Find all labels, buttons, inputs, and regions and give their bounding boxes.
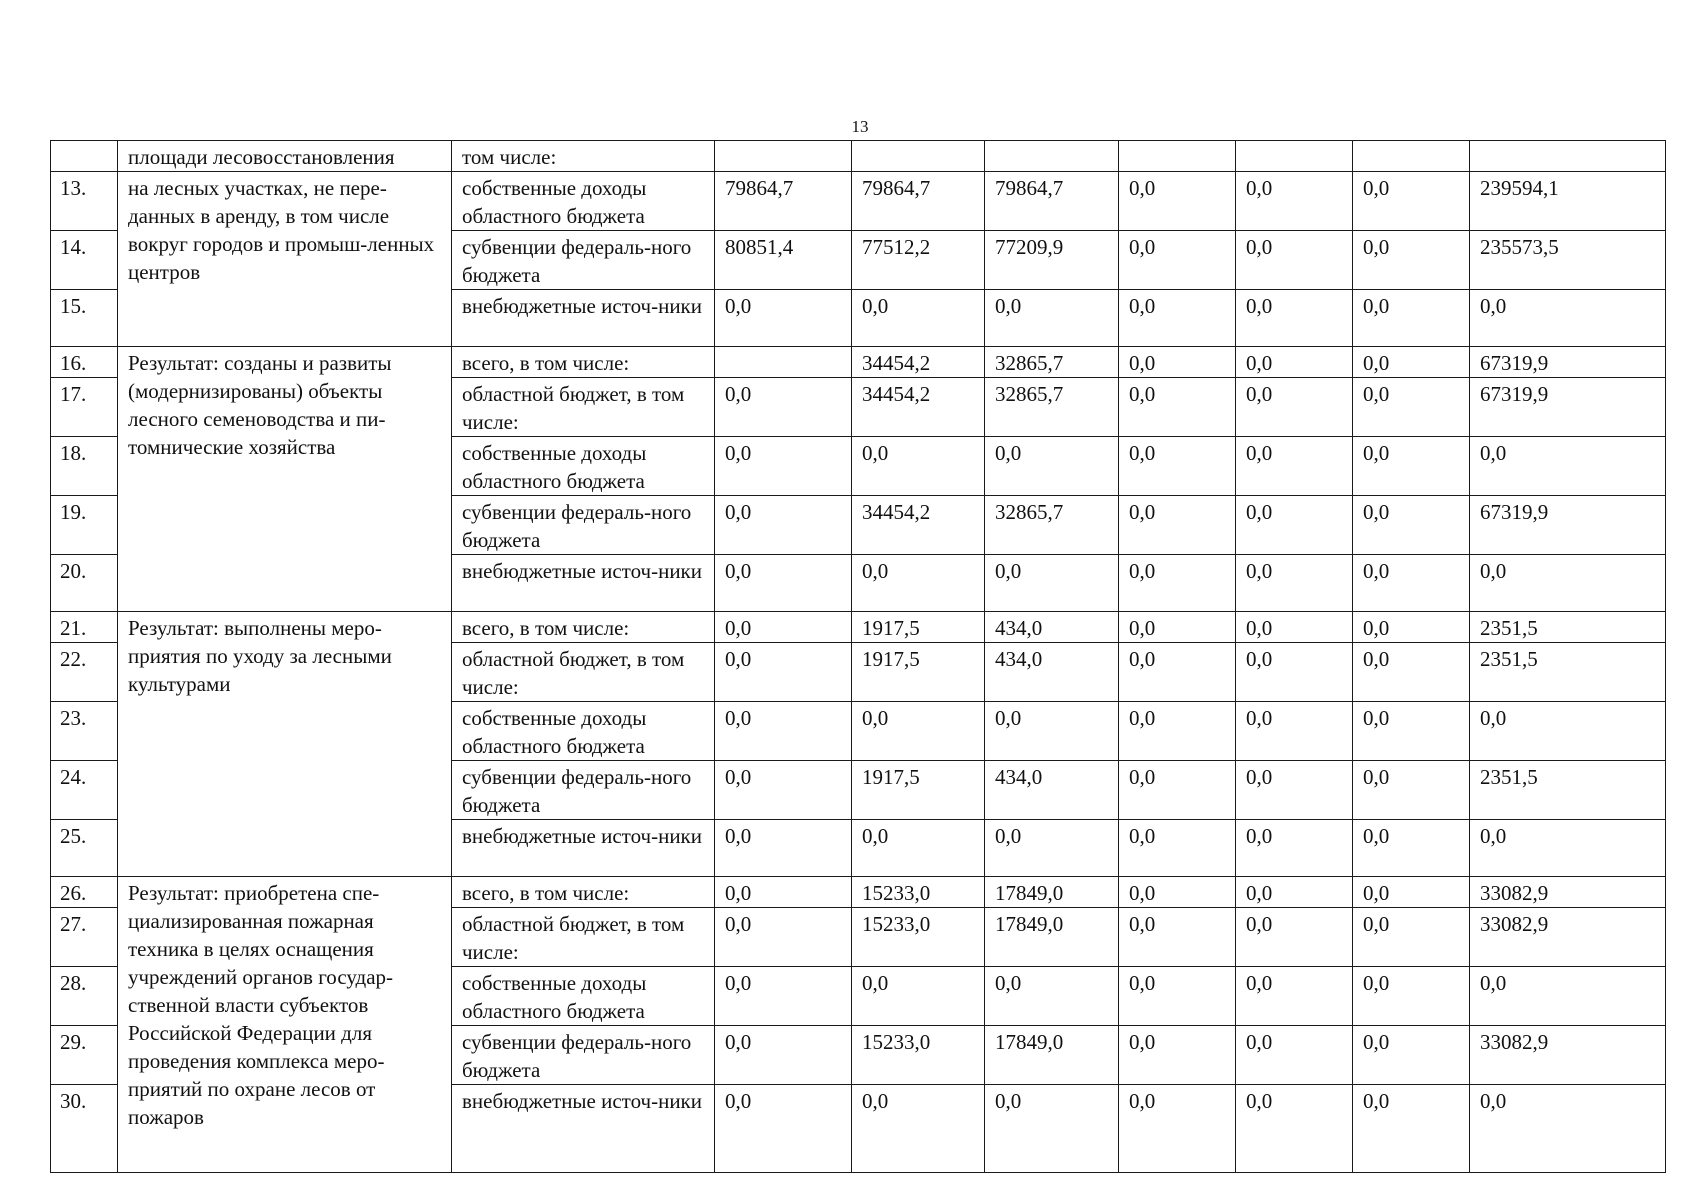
value-cell: 34454,2	[852, 378, 985, 437]
value-cell: 2351,5	[1470, 761, 1666, 820]
value-cell: 0,0	[1236, 820, 1353, 877]
value-cell: 0,0	[1236, 555, 1353, 612]
value-cell	[1119, 141, 1236, 172]
value-cell: 0,0	[852, 702, 985, 761]
value-cell: 34454,2	[852, 496, 985, 555]
funding-source: субвенции федераль-ного бюджета	[452, 231, 715, 290]
value-cell: 0,0	[985, 820, 1119, 877]
row-number: 24.	[51, 761, 118, 820]
value-cell: 0,0	[1236, 172, 1353, 231]
value-cell: 0,0	[852, 967, 985, 1026]
value-cell: 0,0	[1353, 820, 1470, 877]
value-cell: 0,0	[1236, 702, 1353, 761]
table-row	[51, 877, 1666, 908]
value-cell: 1917,5	[852, 612, 985, 643]
value-cell: 0,0	[1119, 1085, 1236, 1173]
value-cell: 0,0	[985, 437, 1119, 496]
value-cell: 434,0	[985, 761, 1119, 820]
value-cell: 0,0	[1353, 908, 1470, 967]
value-cell: 0,0	[1236, 290, 1353, 347]
value-cell: 0,0	[1353, 378, 1470, 437]
value-cell: 0,0	[1353, 877, 1470, 908]
value-cell: 0,0	[1236, 496, 1353, 555]
row-number: 15.	[51, 290, 118, 347]
value-cell: 32865,7	[985, 378, 1119, 437]
funding-source: субвенции федераль-ного бюджета	[452, 496, 715, 555]
value-cell: 0,0	[1236, 1085, 1353, 1173]
value-cell: 34454,2	[852, 347, 985, 378]
value-cell: 32865,7	[985, 347, 1119, 378]
value-cell: 0,0	[1119, 761, 1236, 820]
value-cell: 0,0	[1236, 1026, 1353, 1085]
value-cell: 67319,9	[1470, 347, 1666, 378]
value-cell: 15233,0	[852, 908, 985, 967]
row-number: 18.	[51, 437, 118, 496]
row-number-cell	[51, 141, 118, 172]
value-cell: 0,0	[1119, 820, 1236, 877]
value-cell: 235573,5	[1470, 231, 1666, 290]
value-cell: 0,0	[1119, 1026, 1236, 1085]
value-cell: 0,0	[1119, 702, 1236, 761]
value-cell: 0,0	[715, 820, 852, 877]
value-cell: 0,0	[1236, 437, 1353, 496]
value-cell: 0,0	[1119, 347, 1236, 378]
row-number: 22.	[51, 643, 118, 702]
value-cell: 77512,2	[852, 231, 985, 290]
value-cell: 0,0	[852, 437, 985, 496]
page-number: 13	[851, 117, 869, 136]
value-cell	[1353, 141, 1470, 172]
value-cell: 0,0	[715, 496, 852, 555]
value-cell: 0,0	[715, 1085, 852, 1173]
table-row	[51, 172, 1666, 231]
value-cell: 0,0	[1353, 231, 1470, 290]
value-cell: 0,0	[715, 378, 852, 437]
value-cell: 0,0	[1470, 437, 1666, 496]
value-cell: 0,0	[1353, 290, 1470, 347]
funding-source: субвенции федераль-ного бюджета	[452, 761, 715, 820]
value-cell	[715, 347, 852, 378]
value-cell: 77209,9	[985, 231, 1119, 290]
value-cell: 0,0	[1353, 496, 1470, 555]
funding-source: том числе:	[452, 141, 715, 172]
value-cell: 0,0	[1353, 1026, 1470, 1085]
value-cell: 17849,0	[985, 908, 1119, 967]
value-cell: 33082,9	[1470, 877, 1666, 908]
row-number: 30.	[51, 1085, 118, 1173]
value-cell: 0,0	[1353, 347, 1470, 378]
row-number: 27.	[51, 908, 118, 967]
value-cell: 0,0	[1119, 172, 1236, 231]
value-cell: 17849,0	[985, 1026, 1119, 1085]
row-number: 14.	[51, 231, 118, 290]
value-cell: 2351,5	[1470, 643, 1666, 702]
value-cell: 0,0	[1119, 877, 1236, 908]
row-number: 17.	[51, 378, 118, 437]
value-cell: 0,0	[1353, 437, 1470, 496]
value-cell: 79864,7	[985, 172, 1119, 231]
row-number: 20.	[51, 555, 118, 612]
result-description: Результат: приобретена спе-циализированная пожарная техника в целях оснащения учреждений органов государ-ственной власти субъектов Российской Федерации для проведения комплекса меро-приятий по охране лесов от пожаров	[118, 877, 452, 1173]
funding-source: собственные доходы областного бюджета	[452, 702, 715, 761]
value-cell: 0,0	[1119, 231, 1236, 290]
row-number: 25.	[51, 820, 118, 877]
value-cell: 0,0	[1353, 1085, 1470, 1173]
row-number: 16.	[51, 347, 118, 378]
funding-source: всего, в том числе:	[452, 612, 715, 643]
value-cell	[852, 141, 985, 172]
value-cell: 2351,5	[1470, 612, 1666, 643]
value-cell: 0,0	[1353, 555, 1470, 612]
row-number: 28.	[51, 967, 118, 1026]
value-cell: 0,0	[1119, 496, 1236, 555]
value-cell: 0,0	[1353, 702, 1470, 761]
value-cell: 0,0	[1236, 231, 1353, 290]
value-cell: 0,0	[1470, 1085, 1666, 1173]
result-description: на лесных участках, не пере-данных в аренду, в том числе вокруг городов и промыш-ленных центров	[118, 172, 452, 347]
value-cell: 33082,9	[1470, 908, 1666, 967]
funding-source: собственные доходы областного бюджета	[452, 172, 715, 231]
value-cell: 32865,7	[985, 496, 1119, 555]
value-cell: 0,0	[715, 967, 852, 1026]
value-cell: 434,0	[985, 643, 1119, 702]
value-cell: 0,0	[1119, 555, 1236, 612]
funding-source: внебюджетные источ-ники	[452, 1085, 715, 1173]
value-cell: 0,0	[1119, 290, 1236, 347]
table-row	[51, 612, 1666, 643]
funding-source: внебюджетные источ-ники	[452, 555, 715, 612]
value-cell: 0,0	[1119, 378, 1236, 437]
value-cell: 0,0	[715, 612, 852, 643]
row-number: 21.	[51, 612, 118, 643]
value-cell: 0,0	[715, 877, 852, 908]
value-cell: 67319,9	[1470, 496, 1666, 555]
value-cell: 0,0	[1470, 967, 1666, 1026]
value-cell: 1917,5	[852, 643, 985, 702]
table-row	[51, 347, 1666, 378]
value-cell: 0,0	[715, 643, 852, 702]
funding-source: собственные доходы областного бюджета	[452, 967, 715, 1026]
value-cell: 79864,7	[852, 172, 985, 231]
value-cell: 0,0	[1353, 172, 1470, 231]
value-cell: 17849,0	[985, 877, 1119, 908]
value-cell: 0,0	[1236, 877, 1353, 908]
result-description: Результат: созданы и развиты (модернизированы) объекты лесного семеноводства и пи-томнические хозяйства	[118, 347, 452, 612]
value-cell: 0,0	[1353, 761, 1470, 820]
funding-source: областной бюджет, в том числе:	[452, 378, 715, 437]
funding-source: внебюджетные источ-ники	[452, 290, 715, 347]
value-cell: 0,0	[1119, 643, 1236, 702]
value-cell: 0,0	[1470, 290, 1666, 347]
value-cell: 0,0	[715, 290, 852, 347]
value-cell: 0,0	[715, 761, 852, 820]
row-number: 13.	[51, 172, 118, 231]
value-cell: 0,0	[1119, 967, 1236, 1026]
value-cell: 0,0	[715, 702, 852, 761]
value-cell: 0,0	[1470, 555, 1666, 612]
row-number: 23.	[51, 702, 118, 761]
value-cell	[985, 141, 1119, 172]
value-cell: 0,0	[985, 555, 1119, 612]
value-cell: 0,0	[1236, 347, 1353, 378]
value-cell: 80851,4	[715, 231, 852, 290]
value-cell: 0,0	[852, 290, 985, 347]
value-cell: 0,0	[985, 702, 1119, 761]
value-cell: 0,0	[715, 1026, 852, 1085]
value-cell: 0,0	[985, 967, 1119, 1026]
value-cell: 0,0	[852, 1085, 985, 1173]
value-cell	[1236, 141, 1353, 172]
value-cell: 0,0	[1236, 967, 1353, 1026]
funding-source: всего, в том числе:	[452, 877, 715, 908]
value-cell: 33082,9	[1470, 1026, 1666, 1085]
value-cell: 0,0	[1353, 967, 1470, 1026]
value-cell: 0,0	[852, 820, 985, 877]
value-cell: 0,0	[985, 1085, 1119, 1173]
value-cell: 0,0	[715, 555, 852, 612]
result-description: площади лесовосстановления	[118, 141, 452, 172]
value-cell: 434,0	[985, 612, 1119, 643]
value-cell: 0,0	[1119, 908, 1236, 967]
value-cell: 0,0	[1236, 908, 1353, 967]
funding-source: субвенции федераль-ного бюджета	[452, 1026, 715, 1085]
value-cell: 0,0	[852, 555, 985, 612]
funding-source: собственные доходы областного бюджета	[452, 437, 715, 496]
value-cell: 0,0	[1353, 612, 1470, 643]
value-cell: 0,0	[1119, 437, 1236, 496]
value-cell: 15233,0	[852, 877, 985, 908]
table-row	[51, 141, 1666, 172]
value-cell: 239594,1	[1470, 172, 1666, 231]
row-number: 19.	[51, 496, 118, 555]
value-cell: 0,0	[715, 908, 852, 967]
value-cell: 0,0	[1236, 378, 1353, 437]
budget-table	[50, 140, 1666, 1173]
row-number: 26.	[51, 877, 118, 908]
funding-source: областной бюджет, в том числе:	[452, 643, 715, 702]
row-number: 29.	[51, 1026, 118, 1085]
value-cell: 1917,5	[852, 761, 985, 820]
value-cell: 0,0	[1470, 820, 1666, 877]
value-cell: 0,0	[1236, 761, 1353, 820]
value-cell	[715, 141, 852, 172]
value-cell: 15233,0	[852, 1026, 985, 1085]
value-cell: 0,0	[985, 290, 1119, 347]
value-cell: 79864,7	[715, 172, 852, 231]
value-cell: 0,0	[1236, 643, 1353, 702]
value-cell: 0,0	[1470, 702, 1666, 761]
value-cell: 0,0	[1119, 612, 1236, 643]
value-cell: 0,0	[1353, 643, 1470, 702]
value-cell: 0,0	[715, 437, 852, 496]
result-description: Результат: выполнены меро-приятия по уходу за лесными культурами	[118, 612, 452, 877]
value-cell	[1470, 141, 1666, 172]
value-cell: 67319,9	[1470, 378, 1666, 437]
funding-source: внебюджетные источ-ники	[452, 820, 715, 877]
value-cell: 0,0	[1236, 612, 1353, 643]
funding-source: всего, в том числе:	[452, 347, 715, 378]
funding-source: областной бюджет, в том числе:	[452, 908, 715, 967]
